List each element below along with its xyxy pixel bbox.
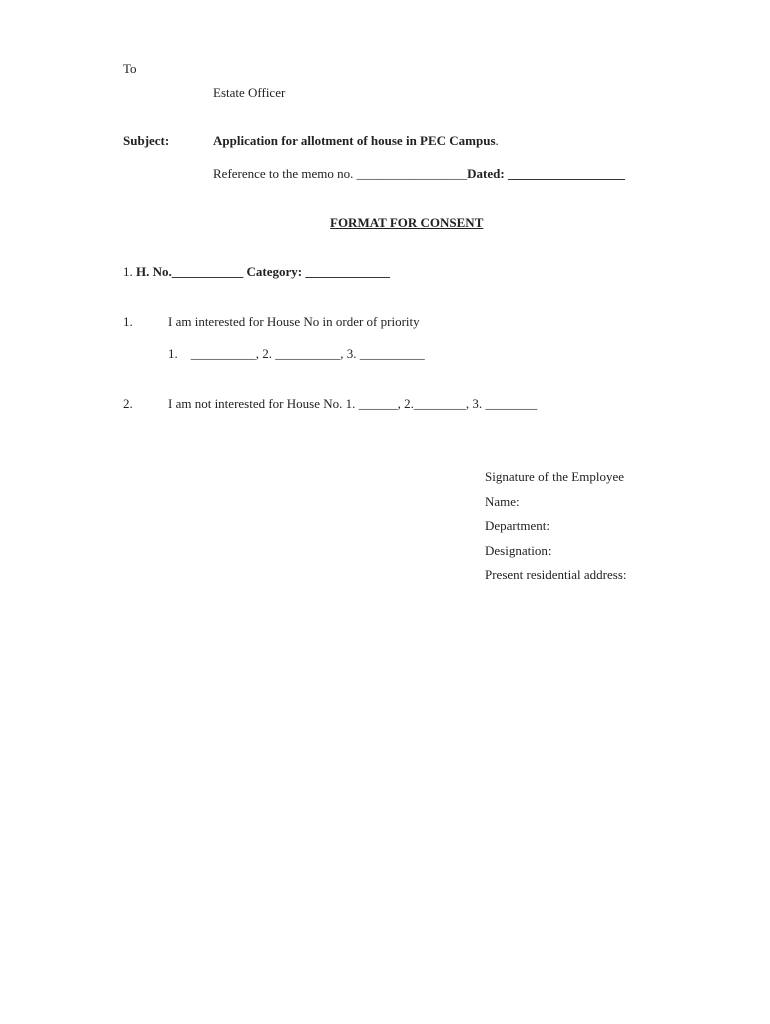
dated-label: Dated: — [467, 166, 508, 181]
recipient: Estate Officer — [213, 85, 286, 100]
item-1-priority-blanks[interactable]: 1. __________, 2. __________, 3. __________ — [168, 346, 425, 361]
house-number-blank[interactable]: ___________ — [171, 264, 244, 279]
designation-field: Designation: — [485, 543, 552, 558]
reference-line — [213, 166, 625, 182]
house-line-number: 1. — [123, 264, 133, 279]
item-2-text[interactable]: I am not interested for House No. 1. ______, 2.________, 3. ________ — [168, 396, 538, 411]
category-label: Category: — [246, 264, 306, 279]
house-line — [123, 264, 390, 280]
subject-suffix: . — [495, 133, 499, 148]
page-title: FORMAT FOR CONSENT — [330, 215, 484, 230]
memo-number-blank[interactable]: _________________ — [356, 166, 468, 181]
subject-line — [213, 133, 499, 149]
item-1-number: 1. — [123, 314, 133, 329]
item-2-number: 2. — [123, 396, 133, 411]
name-field: Name: — [485, 494, 520, 509]
item-1-text: I am interested for House No in order of priority — [168, 314, 420, 329]
to-label: To — [123, 61, 137, 76]
department-field: Department: — [485, 518, 550, 533]
category-blank[interactable]: _____________ — [305, 264, 390, 279]
dated-blank[interactable]: __________________ — [507, 166, 625, 181]
signature-employee: Signature of the Employee — [485, 469, 624, 484]
subject-text: Application for allotment of house in PEC Campus — [213, 133, 496, 148]
residential-address-field: Present residential address: — [485, 567, 627, 582]
subject-label: Subject: — [123, 133, 170, 148]
house-number-label: H. No. — [136, 264, 172, 279]
reference-prefix: Reference to the memo no. — [213, 166, 357, 181]
